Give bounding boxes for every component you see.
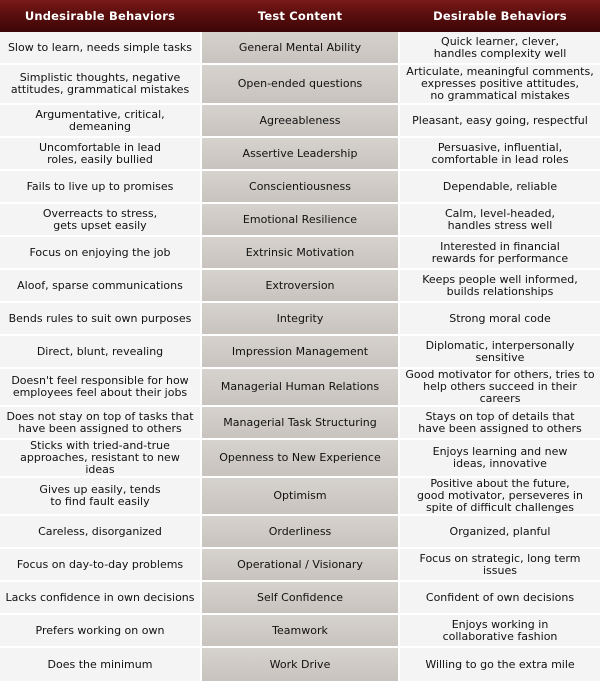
table-body [0, 32, 600, 681]
cell-undesirable: Fails to live up to promises [0, 171, 200, 204]
cell-test-content: Emotional Resilience [200, 204, 400, 237]
cell-desirable: Dependable, reliable [400, 171, 600, 204]
table-row [0, 478, 600, 516]
cell-undesirable: Slow to learn, needs simple tasks [0, 32, 200, 65]
cell-test-content: Integrity [200, 303, 400, 336]
cell-test-content: Open-ended questions [200, 65, 400, 105]
cell-test-content: Managerial Human Relations [200, 369, 400, 407]
cell-undesirable: Aloof, sparse communications [0, 270, 200, 303]
table-row [0, 270, 600, 303]
cell-desirable: Confident of own decisions [400, 582, 600, 615]
table-row [0, 105, 600, 138]
table-row [0, 369, 600, 407]
table-row [0, 407, 600, 440]
cell-desirable: Diplomatic, interpersonally sensitive [400, 336, 600, 369]
cell-undesirable: Argumentative, critical, demeaning [0, 105, 200, 138]
table-row [0, 582, 600, 615]
cell-undesirable: Does the minimum [0, 648, 200, 681]
table-row [0, 65, 600, 105]
cell-desirable: Positive about the future, good motivator, perseveres in spite of difficult challenges [400, 478, 600, 516]
cell-test-content: Work Drive [200, 648, 400, 681]
table-row [0, 648, 600, 681]
cell-desirable: Interested in financial rewards for performance [400, 237, 600, 270]
cell-desirable: Strong moral code [400, 303, 600, 336]
cell-desirable: Good motivator for others, tries to help others succeed in their careers [400, 369, 600, 407]
cell-test-content: Openness to New Experience [200, 440, 400, 478]
cell-test-content: Operational / Visionary [200, 549, 400, 582]
cell-desirable: Articulate, meaningful comments, expresses positive attitudes, no grammatical mistakes [400, 65, 600, 105]
cell-undesirable: Lacks confidence in own decisions [0, 582, 200, 615]
header-desirable: Desirable Behaviors [400, 0, 600, 32]
header-row [0, 0, 600, 32]
table-row [0, 440, 600, 478]
cell-desirable: Focus on strategic, long term issues [400, 549, 600, 582]
cell-desirable: Organized, planful [400, 516, 600, 549]
cell-undesirable: Gives up easily, tends to find fault easily [0, 478, 200, 516]
cell-undesirable: Careless, disorganized [0, 516, 200, 549]
cell-test-content: Managerial Task Structuring [200, 407, 400, 440]
cell-desirable: Quick learner, clever, handles complexity well [400, 32, 600, 65]
cell-test-content: Impression Management [200, 336, 400, 369]
table-row [0, 204, 600, 237]
cell-undesirable: Simplistic thoughts, negative attitudes, grammatical mistakes [0, 65, 200, 105]
table-row [0, 237, 600, 270]
cell-test-content: Extroversion [200, 270, 400, 303]
cell-desirable: Pleasant, easy going, respectful [400, 105, 600, 138]
table-row [0, 171, 600, 204]
cell-undesirable: Bends rules to suit own purposes [0, 303, 200, 336]
cell-test-content: Agreeableness [200, 105, 400, 138]
header-undesirable: Undesirable Behaviors [0, 0, 200, 32]
cell-undesirable: Focus on enjoying the job [0, 237, 200, 270]
cell-test-content: Assertive Leadership [200, 138, 400, 171]
cell-undesirable: Focus on day-to-day problems [0, 549, 200, 582]
table-header [0, 0, 600, 32]
cell-test-content: Extrinsic Motivation [200, 237, 400, 270]
table-row [0, 32, 600, 65]
cell-test-content: Orderliness [200, 516, 400, 549]
cell-test-content: Conscientiousness [200, 171, 400, 204]
cell-undesirable: Prefers working on own [0, 615, 200, 648]
header-test-content: Test Content [200, 0, 400, 32]
cell-undesirable: Doesn't feel responsible for how employees feel about their jobs [0, 369, 200, 407]
cell-desirable: Calm, level-headed, handles stress well [400, 204, 600, 237]
table-row [0, 336, 600, 369]
table-row [0, 615, 600, 648]
table-row [0, 549, 600, 582]
cell-desirable: Stays on top of details that have been assigned to others [400, 407, 600, 440]
cell-test-content: General Mental Ability [200, 32, 400, 65]
cell-test-content: Optimism [200, 478, 400, 516]
cell-undesirable: Does not stay on top of tasks that have been assigned to others [0, 407, 200, 440]
cell-undesirable: Overreacts to stress, gets upset easily [0, 204, 200, 237]
cell-test-content: Teamwork [200, 615, 400, 648]
cell-undesirable: Uncomfortable in lead roles, easily bullied [0, 138, 200, 171]
cell-desirable: Persuasive, influential, comfortable in lead roles [400, 138, 600, 171]
table-row [0, 516, 600, 549]
cell-desirable: Keeps people well informed, builds relationships [400, 270, 600, 303]
cell-undesirable: Direct, blunt, revealing [0, 336, 200, 369]
cell-test-content: Self Confidence [200, 582, 400, 615]
table-row [0, 138, 600, 171]
table-row [0, 303, 600, 336]
cell-desirable: Enjoys learning and new ideas, innovative [400, 440, 600, 478]
cell-undesirable: Sticks with tried-and-true approaches, resistant to new ideas [0, 440, 200, 478]
cell-desirable: Enjoys working in collaborative fashion [400, 615, 600, 648]
cell-desirable: Willing to go the extra mile [400, 648, 600, 681]
